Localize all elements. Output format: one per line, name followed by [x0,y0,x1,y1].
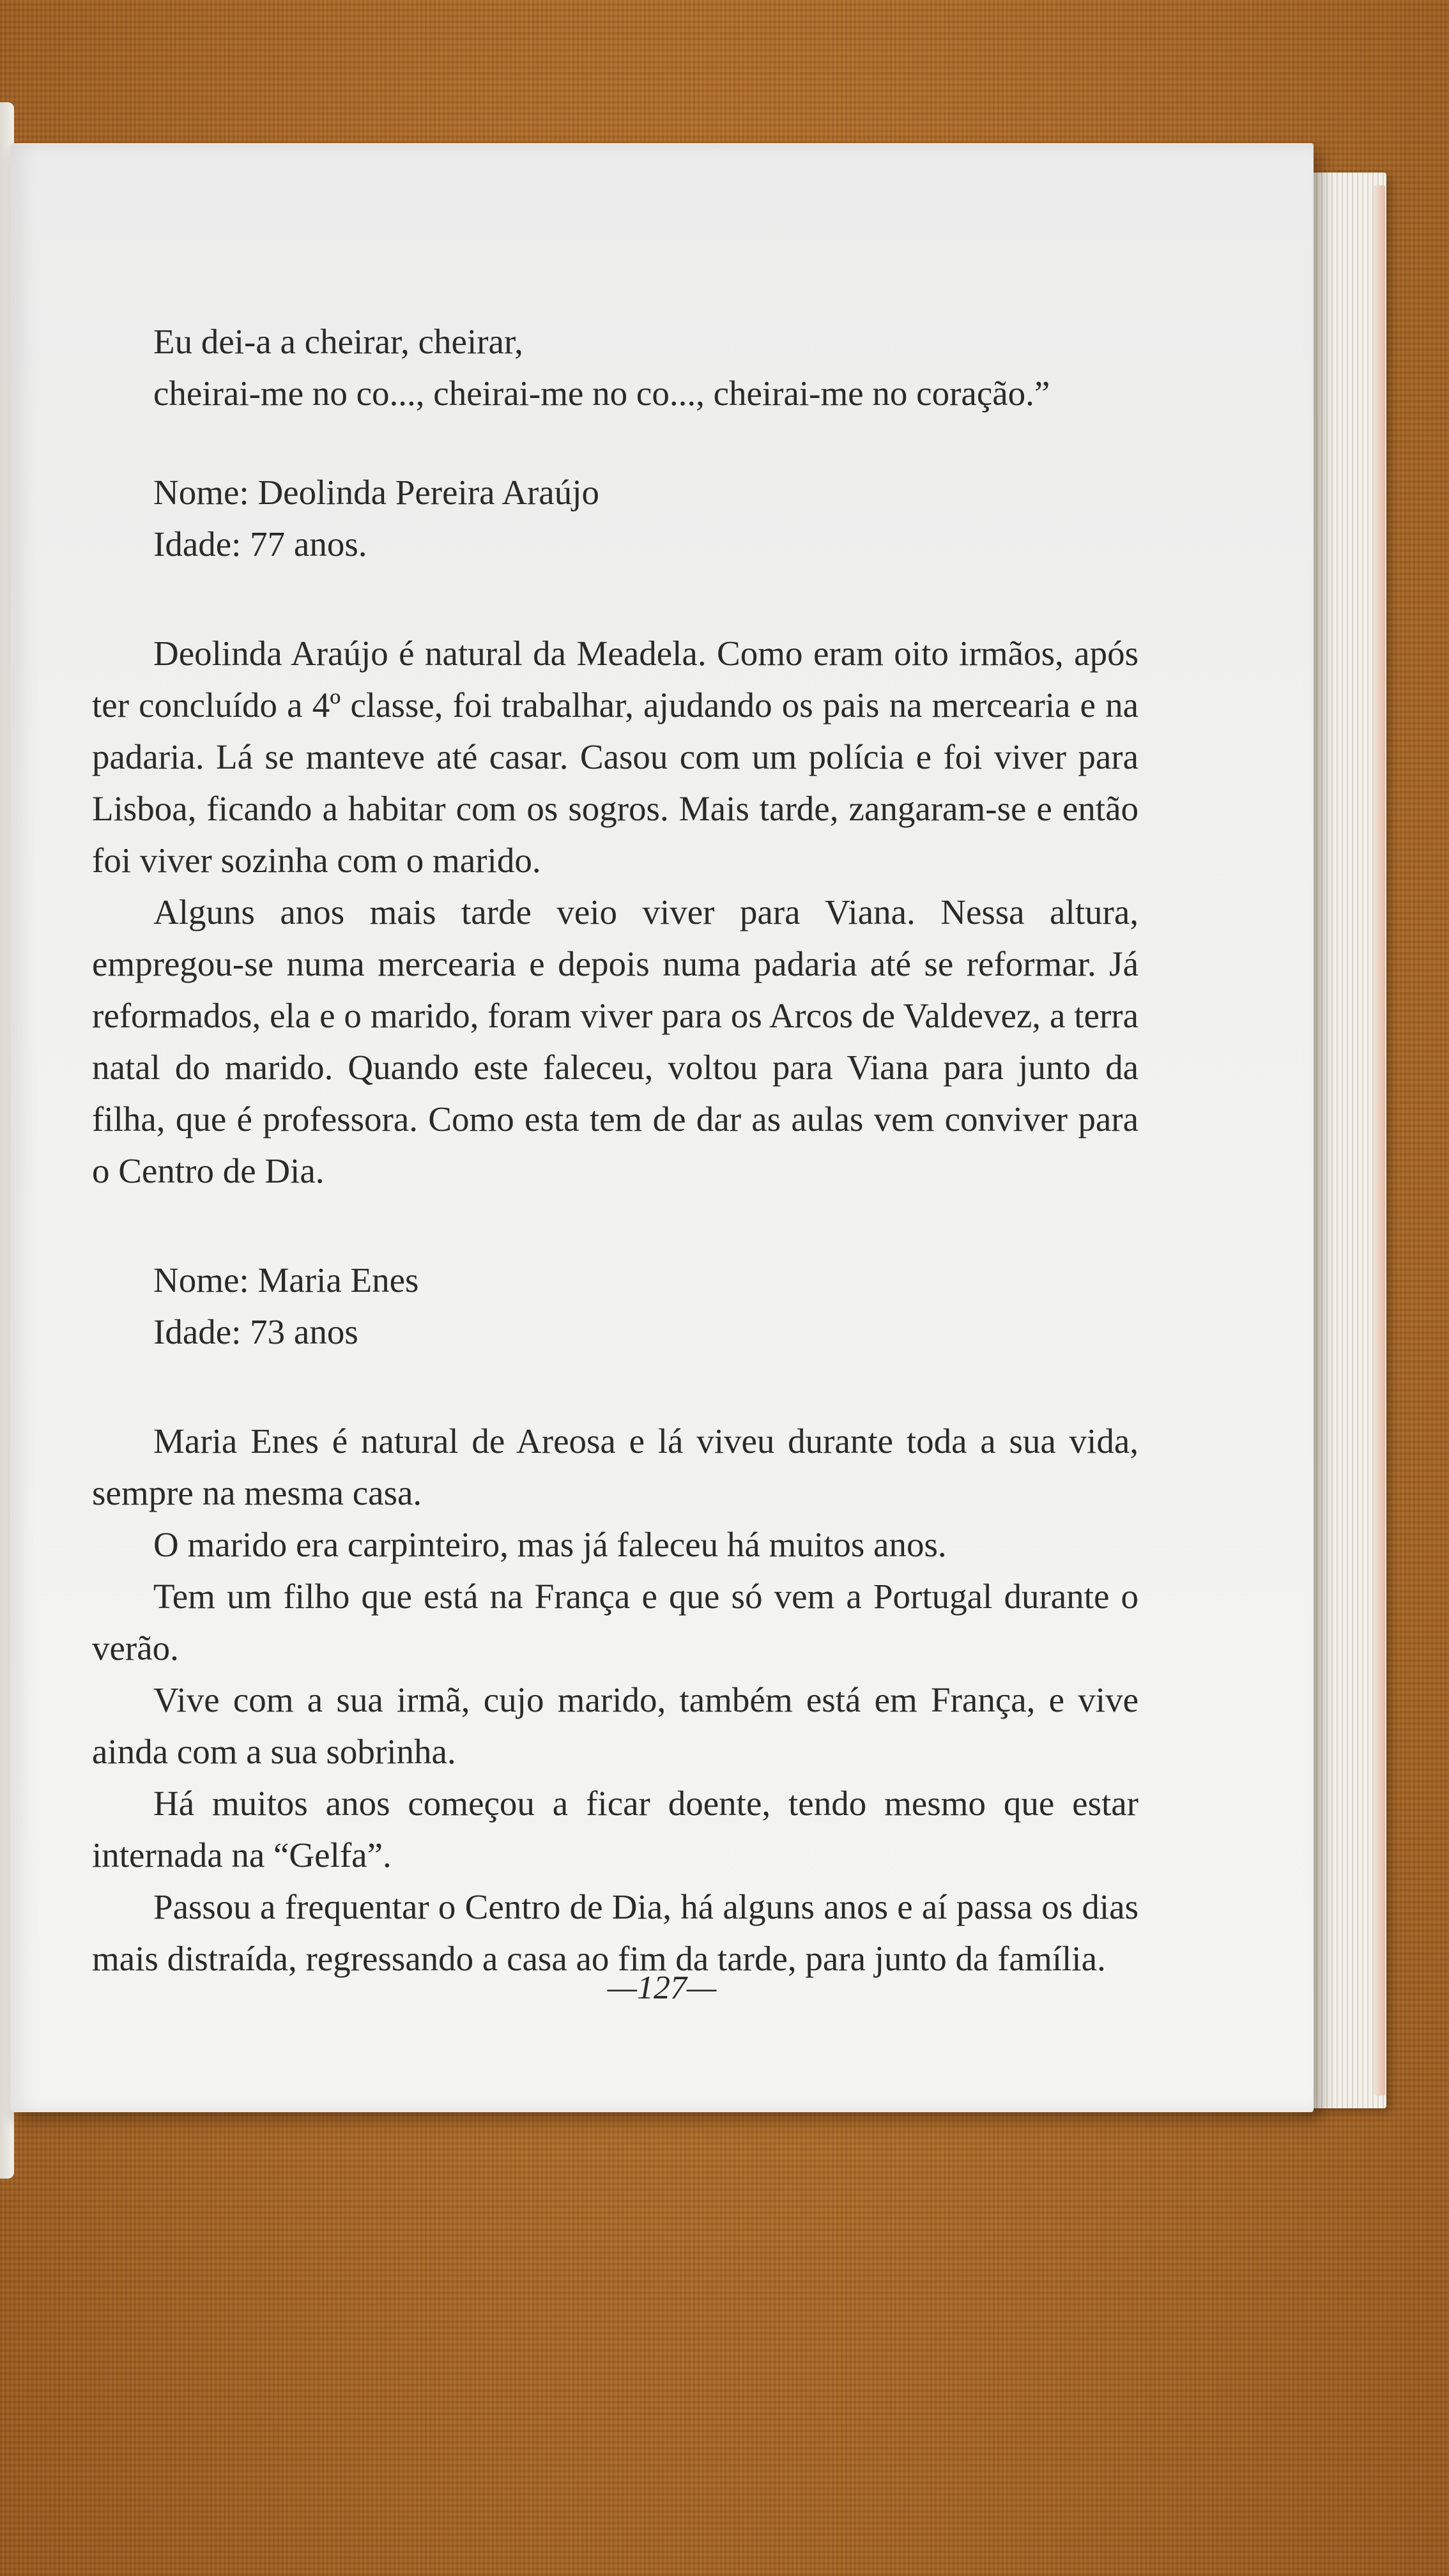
paragraph: Alguns anos mais tarde veio viver para Viana. Nessa altura, empregou-se numa mercearia e depois numa padaria até se reformar. Já reformados, ela e o marido, foram viver para os Arcos de Valdevez, a terra natal do marido. Quando este faleceu, voltou para Viana para junto da filha, que é professora. Como esta tem de dar as aulas vem conviver para o Centro de Dia. [92,893,1138,1190]
poem-line: Eu dei-a a cheirar, cheirar, [153,322,523,361]
poem-line: cheirai-me no co..., cheirai-me no co..., cheirai-me no coração.” [153,374,1050,413]
profile-name: Nome: Maria Enes [153,1261,419,1300]
profile-name: Nome: Deolinda Pereira Araújo [153,473,599,512]
page-text [92,316,1138,1984]
paragraph: O marido era carpinteiro, mas já faleceu há muitos anos. [153,1525,947,1564]
profile-age: Idade: 77 anos. [153,525,367,564]
paragraph: Deolinda Araújo é natural da Meadela. Como eram oito irmãos, após ter concluído a 4º classe, foi trabalhar, ajudando os pais na mercearia e na padaria. Lá se manteve até casar. Casou com um polícia e foi viver para Lisboa, ficando a habitar com os sogros. Mais tarde, zangaram-se e então foi viver sozinha com o marido. [92,634,1138,880]
page-number: —127— [607,1970,717,2006]
paragraph: Há muitos anos começou a ficar doente, tendo mesmo que estar internada na “Gelfa”. [92,1784,1138,1874]
page-stack-edge [1374,185,1385,2096]
profile-age: Idade: 73 anos [153,1312,358,1351]
paragraph: Maria Enes é natural de Areosa e lá viveu durante toda a sua vida, sempre na mesma casa. [92,1422,1138,1512]
paragraph: Vive com a sua irmã, cujo marido, também está em França, e vive ainda com a sua sobrinha. [92,1680,1138,1771]
book-page [10,143,1314,2112]
paragraph: Passou a frequentar o Centro de Dia, há alguns anos e aí passa os dias mais distraída, regressando a casa ao fim da tarde, para junto da família. [92,1887,1138,1978]
paragraph: Tem um filho que está na França e que só vem a Portugal durante o verão. [92,1577,1138,1667]
